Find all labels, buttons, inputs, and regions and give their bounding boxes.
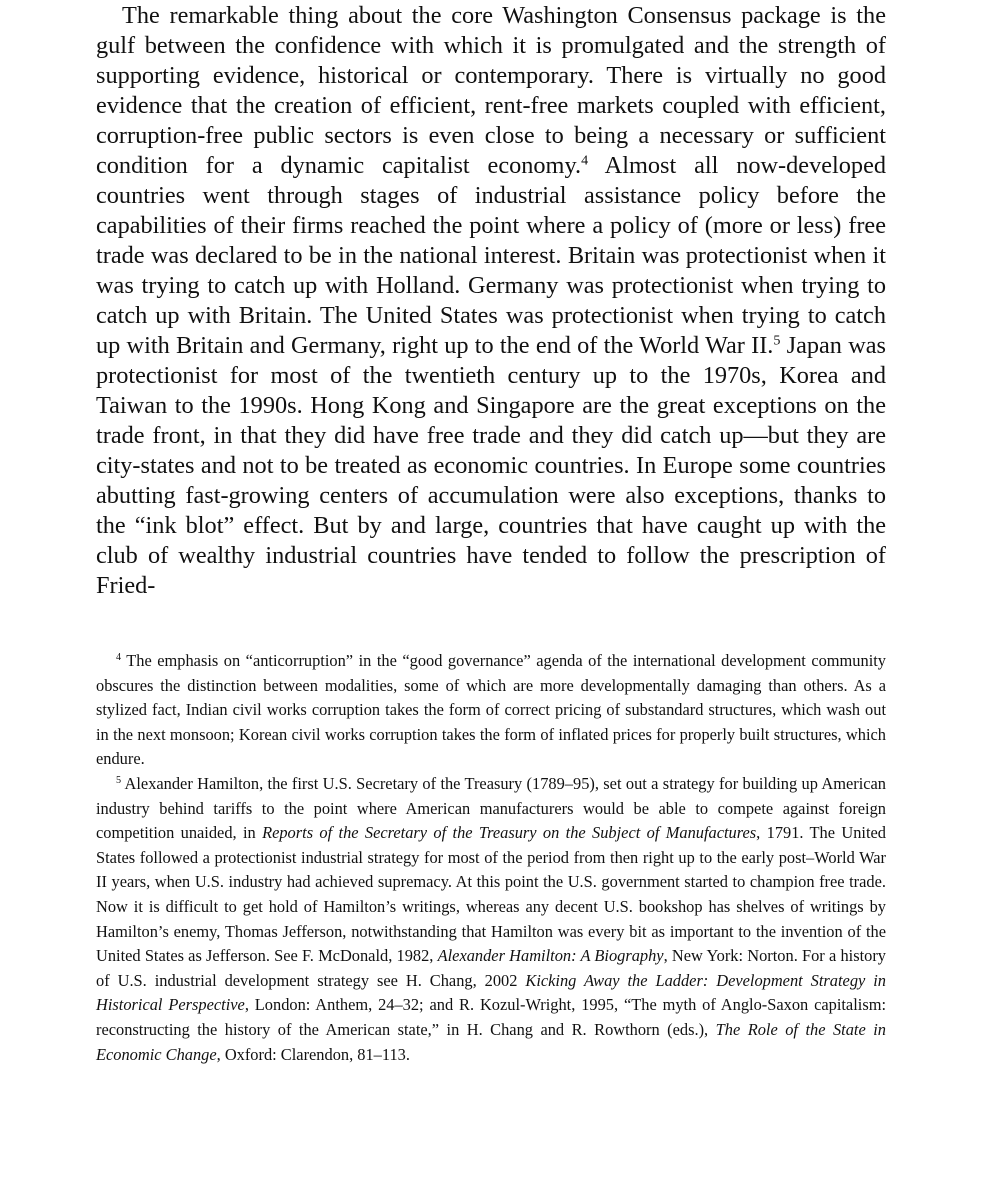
footnote-5-title-kicking-away-ladder: Kicking Away the Ladder: Development Strategy in Historical Perspective bbox=[96, 970, 886, 1015]
footnote-5-text-5: , Oxford: Clarendon, 81–113. bbox=[216, 1044, 410, 1064]
footnote-5-text-3: , New York: Norton. For a history of U.S. industrial development strategy see H. Chang, 2002 bbox=[96, 946, 886, 990]
footnote-5-title-hamilton-biography: Alexander Hamilton: A Biography bbox=[437, 946, 664, 966]
paragraph-text-1: The remarkable thing about the core Washington Consensus package is the gulf between the confidence with which it is promulgated and the strength of supporting evidence, historical or contemporary. There is virtually no good evidence that the creation of efficient, rent-free markets coupled with efficient, corruption-free public sectors is even close to being a necessary or sufficient condition for a dynamic capitalist economy. bbox=[96, 2, 886, 179]
footnote-ref-5: 5 bbox=[773, 332, 781, 349]
main-paragraph bbox=[96, 0, 886, 601]
footnote-5 bbox=[96, 772, 886, 1067]
footnote-5-text-2: , 1791. The United States followed a protectionist industrial strategy for most of the period from then right up to the early post–World War II years, when U.S. industry had achieved supremacy. At this point the U.S. government started to champion free trade. Now it is difficult to get hold of Hamilton’s writings, whereas any decent U.S. bookshop has shelves of writings by Hamilton’s enemy, Thomas Jefferson, notwithstanding that Hamilton was every bit as important to the invention of the United States as Jefferson. See F. McDonald, 1982, bbox=[96, 823, 886, 966]
footnote-4-text: The emphasis on “anticorruption” in the “good governance” agenda of the international development community obscures the distinction between modalities, some of which are more developmentally damaging than others. As a stylized fact, Indian civil works corruption takes the form of correct pricing of substandard structures, which wash out in the next monsoon; Korean civil works corruption takes the form of inflated prices for properly built structures, which endure. bbox=[96, 651, 886, 769]
footnote-5-number: 5 bbox=[116, 774, 122, 786]
footnote-4 bbox=[96, 649, 886, 772]
book-page bbox=[96, 0, 886, 1067]
footnote-5-text-4: , London: Anthem, 24–32; and R. Kozul-Wright, 1995, “The myth of Anglo-Saxon capitalism: reconstructing the history of the American state,” in H. Chang and R. Rowthorn (eds.), bbox=[96, 995, 886, 1039]
footnote-5-title-reports: Reports of the Secretary of the Treasury on the Subject of Manufactures bbox=[262, 823, 757, 843]
footnote-5-text-1: Alexander Hamilton, the first U.S. Secretary of the Treasury (1789–95), set out a strategy for building up American industry behind tariffs to the point where American manufacturers would be able to compete against foreign competition unaided, in bbox=[96, 773, 886, 843]
footnote-5-title-role-of-state: The Role of the State in Economic Change bbox=[96, 1019, 886, 1064]
footnotes-section bbox=[96, 649, 886, 1067]
paragraph-text-2: Almost all now-developed countries went through stages of industrial assistance policy before the capabilities of their firms reached the point where a policy of (more or less) free trade was declared to be in the national interest. Britain was protectionist when it was trying to catch up with Holland. Germany was protectionist when trying to catch up with Britain. The United States was protectionist when trying to catch up with Britain and Germany, right up to the end of the World War II. bbox=[96, 152, 886, 359]
paragraph-text-3: Japan was protectionist for most of the twentieth century up to the 1970s, Korea and Taiwan to the 1990s. Hong Kong and Singapore are the great exceptions on the trade front, in that they did have free trade and they did catch up—but they are city-states and not to be treated as economic countries. In Europe some countries abutting fast-growing centers of accumulation were also exceptions, thanks to the “ink blot” effect. But by and large, countries that have caught up with the club of wealthy industrial countries have tended to follow the prescription of Fried- bbox=[96, 332, 886, 599]
footnote-ref-4: 4 bbox=[581, 152, 589, 169]
footnote-4-number: 4 bbox=[116, 651, 122, 663]
